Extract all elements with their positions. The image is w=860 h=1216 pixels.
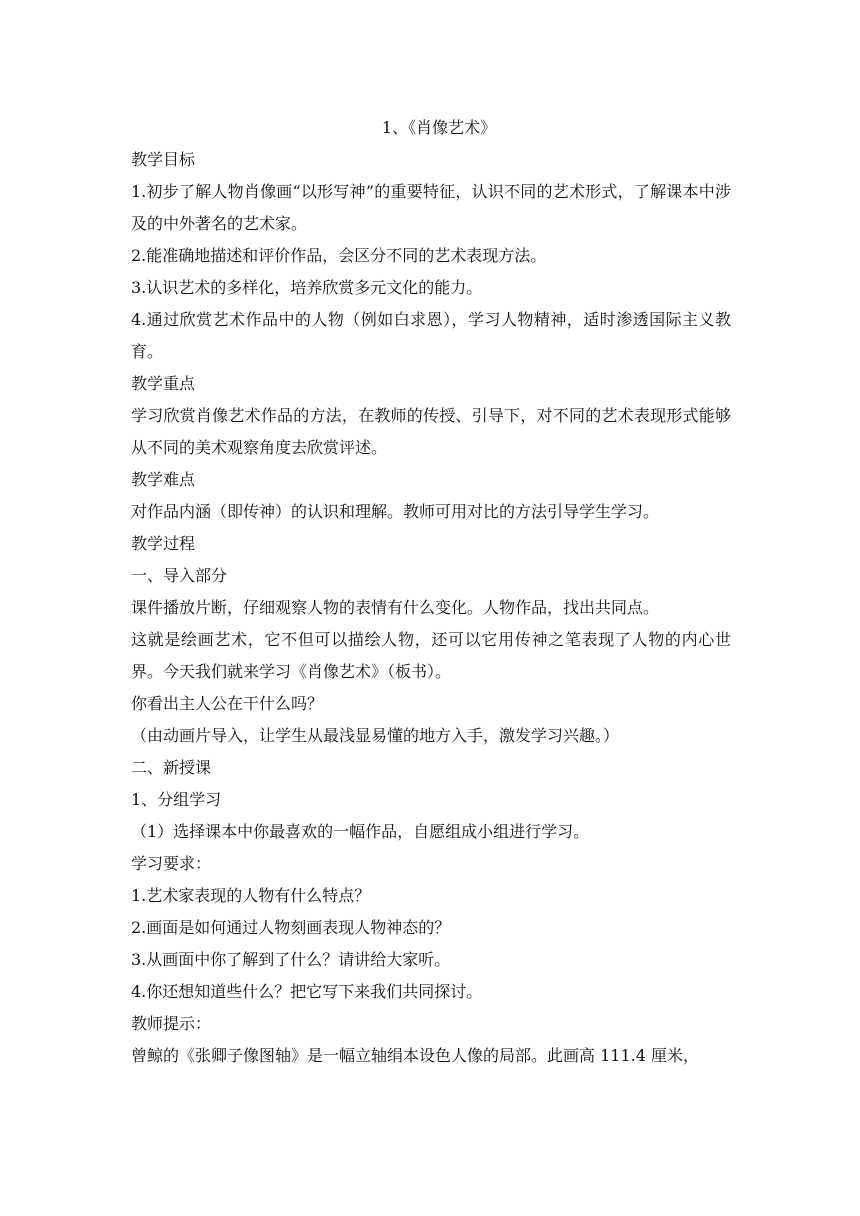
- section-heading-difficulties: 教学难点: [131, 470, 196, 489]
- objective-item-3: 3.认识艺术的多样化，培养欣赏多元文化的能力。: [131, 278, 483, 297]
- study-requirements-heading: 学习要求：: [131, 854, 212, 873]
- difficulties-paragraph: 对作品内涵（即传神）的认识和理解。教师可用对比的方法引导学生学习。: [131, 502, 660, 521]
- section-heading-process: 教学过程: [131, 534, 196, 553]
- section-heading-key-points: 教学重点: [131, 374, 196, 393]
- objective-item-1: 1.初步了解人物肖像画“以形写神”的重要特征，认识不同的艺术形式，了解课本中涉及的中外著名的艺术家。: [131, 182, 731, 233]
- requirement-item-4: 4.你还想知道些什么？把它写下来我们共同探讨。: [131, 982, 483, 1001]
- subsection-heading-new-lesson: 二、新授课: [131, 758, 212, 777]
- intro-paragraph-2: 这就是绘画艺术，它不但可以描绘人物，还可以它用传神之笔表现了人物的内心世界。今天我们就来学习《肖像艺术》（板书）。: [131, 630, 731, 681]
- requirement-item-3: 3.从画面中你了解到了什么？请讲给大家听。: [131, 950, 451, 969]
- teacher-hint-paragraph: 曾鲸的《张卿子像图轴》是一幅立轴绢本设色人像的局部。此画高 111.4 厘米，: [131, 1046, 699, 1065]
- intro-question: 你看出主人公在干什么吗？: [131, 694, 324, 713]
- group-study-step-1: （1）选择课本中你最喜欢的一幅作品，自愿组成小组进行学习。: [131, 822, 590, 841]
- document-page: [131, 112, 731, 1072]
- key-points-paragraph: 学习欣赏肖像艺术作品的方法，在教师的传授、引导下，对不同的艺术表现形式能够从不同的美术观察角度去欣赏评述。: [131, 406, 731, 457]
- intro-paragraph-1: 课件播放片断，仔细观察人物的表情有什么变化。人物作品，找出共同点。: [131, 598, 660, 617]
- teacher-hint-heading: 教师提示：: [131, 1014, 212, 1033]
- requirement-item-1: 1.艺术家表现的人物有什么特点？: [131, 886, 371, 905]
- document-title: 1、《肖像艺术》: [381, 118, 497, 137]
- objective-item-2: 2.能准确地描述和评价作品，会区分不同的艺术表现方法。: [131, 246, 547, 265]
- group-study-heading: 1、分组学习: [131, 790, 222, 809]
- section-heading-objectives: 教学目标: [131, 150, 196, 169]
- requirement-item-2: 2.画面是如何通过人物刻画表现人物神态的？: [131, 918, 451, 937]
- subsection-heading-intro: 一、导入部分: [131, 566, 228, 585]
- intro-note: （由动画片导入，让学生从最浅显易懂的地方入手，激发学习兴趣。）: [131, 726, 620, 745]
- objective-item-4: 4.通过欣赏艺术作品中的人物（例如白求恩），学习人物精神，适时渗透国际主义教育。: [131, 310, 731, 361]
